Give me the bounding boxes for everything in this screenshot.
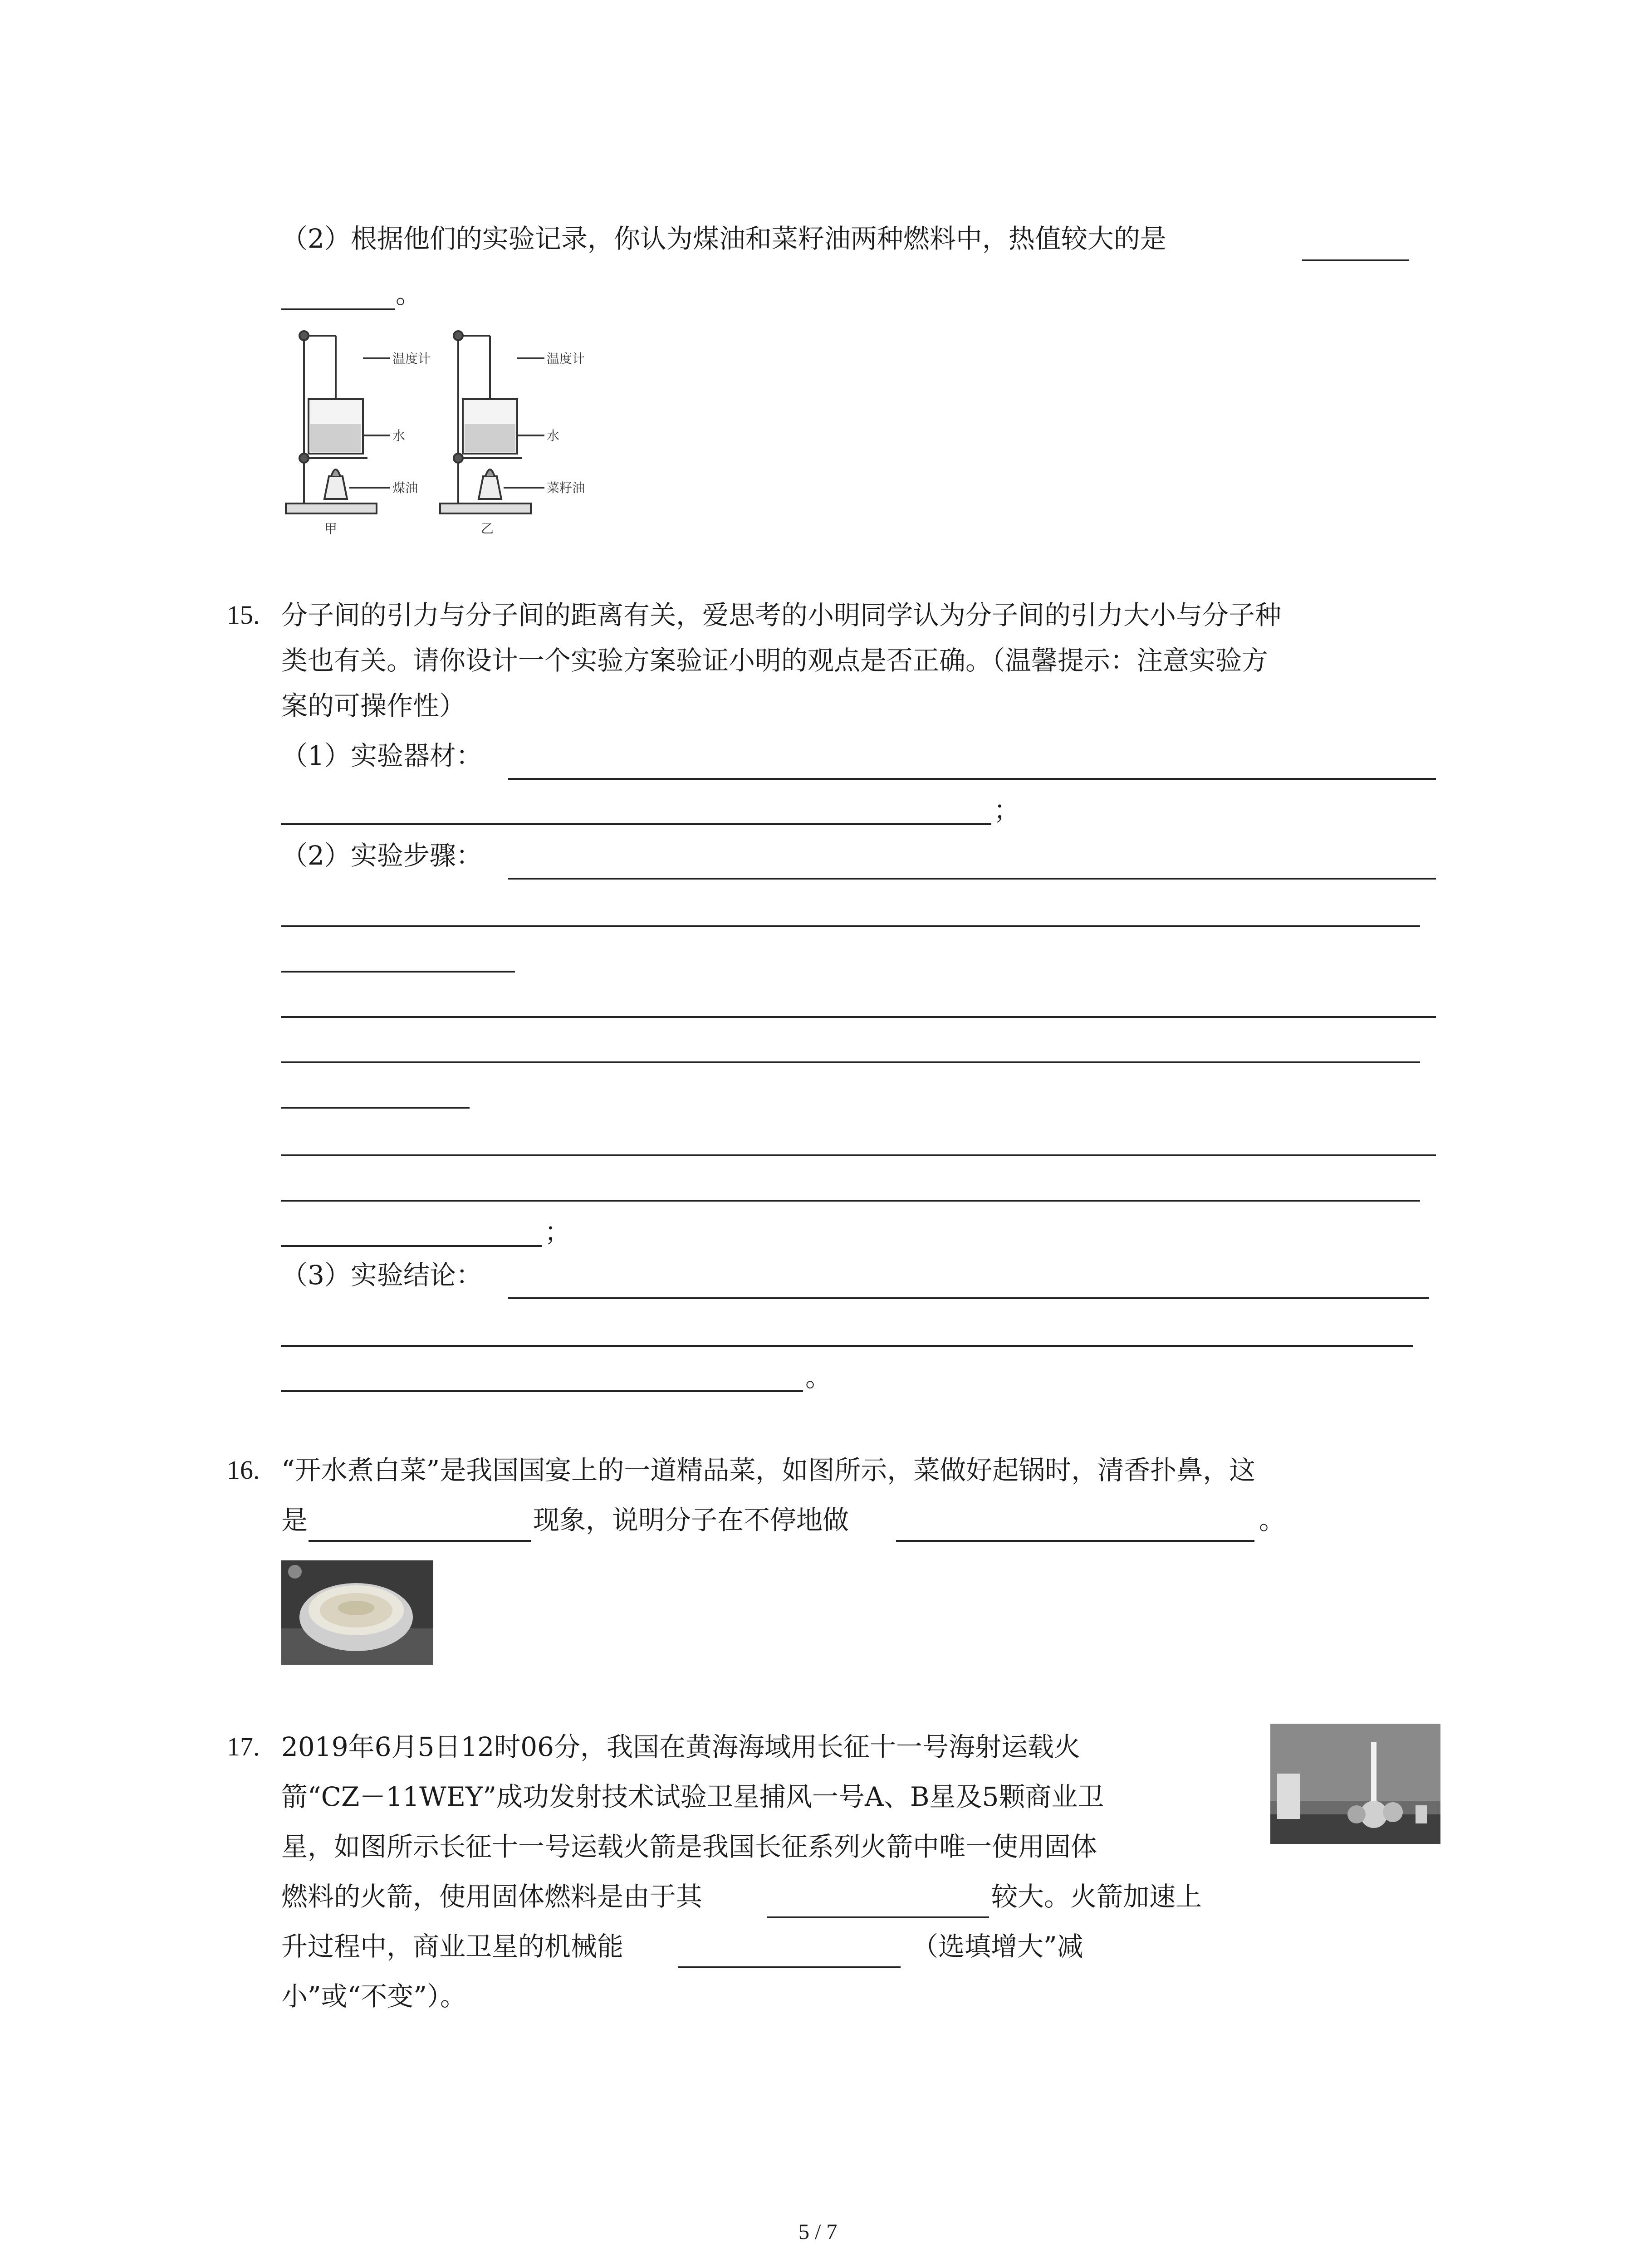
q17-line5a: 升过程中，商业卫星的机械能: [281, 1931, 624, 1962]
q16-line1: “开水煮白菜”是我国国宴上的一道精品菜，如图所示，菜做好起锅时，清香扑鼻，这: [281, 1455, 1256, 1486]
q14-answer-blank[interactable]: [1302, 259, 1409, 261]
q15-part1-label: （1）实验器材：: [281, 740, 482, 771]
q17-line2: 箭“CZ－11WEY”成功发射技术试验卫星捕风一号A、B星及5颗商业卫: [281, 1781, 1104, 1812]
q15-line1: 分子间的引力与分子间的距离有关，爱思考的小明同学认为分子间的引力大小与分子种: [281, 600, 1282, 631]
q16-line2a: 是: [281, 1505, 308, 1535]
apparatus-figure: [277, 313, 603, 540]
q15-materials-blank-cont[interactable]: [281, 823, 991, 825]
caption-a: 甲: [324, 521, 338, 536]
label-water-a: 水: [392, 428, 406, 443]
q14-part2-text: （2）根据他们的实验记录，你认为煤油和菜籽油两种燃料中，热值较大的是: [281, 223, 1166, 254]
q15-conclusion-end: 。: [805, 1362, 832, 1393]
q16-line2b: 现象，说明分子在不停地做: [533, 1505, 849, 1535]
q17-blank-mechanical-energy[interactable]: [678, 1966, 901, 1968]
q15-steps-blank-7[interactable]: [281, 1154, 1436, 1156]
page-number: 5 / 7: [798, 2220, 838, 2244]
q17-line3: 星，如图所示长征十一号运载火箭是我国长征系列火箭中唯一使用固体: [281, 1831, 1097, 1862]
label-thermometer-a: 温度计: [392, 351, 431, 366]
q15-line2: 类也有关。请你设计一个实验方案验证小明的观点是否正确。（温馨提示：注意实验方: [281, 645, 1269, 676]
q15-steps-blank-1[interactable]: [508, 878, 1436, 880]
q16-number: 16.: [227, 1455, 260, 1485]
q14-answer-blank-cont[interactable]: [281, 308, 395, 310]
q15-steps-blank-2[interactable]: [281, 925, 1420, 927]
q16-line2c: 。: [1259, 1505, 1286, 1535]
q15-conclusion-blank-2[interactable]: [281, 1345, 1413, 1347]
q17-line1: 2019年6月5日12时06分，我国在黄海海域用长征十一号海射运载火: [281, 1731, 1081, 1762]
q17-line4a: 燃料的火箭，使用固体燃料是由于其: [281, 1881, 703, 1912]
apparatus-a: [286, 331, 390, 513]
q15-number: 15.: [227, 600, 260, 630]
q15-steps-blank-4[interactable]: [281, 1016, 1436, 1018]
rocket-launch-photo: [1270, 1724, 1440, 1844]
q15-conclusion-blank-1[interactable]: [508, 1297, 1429, 1299]
q15-steps-blank-6[interactable]: [281, 1107, 470, 1109]
q17-number: 17.: [227, 1732, 260, 1761]
apparatus-b: [440, 331, 544, 513]
q15-materials-end: ；: [994, 795, 1020, 826]
label-thermometer-b: 温度计: [547, 351, 585, 366]
caption-b: 乙: [481, 521, 494, 536]
label-fuel-b: 菜籽油: [547, 480, 585, 495]
q15-materials-blank[interactable]: [508, 778, 1436, 780]
q15-steps-blank-8[interactable]: [281, 1200, 1420, 1202]
q15-steps-blank-9[interactable]: [281, 1245, 542, 1247]
q15-conclusion-blank-3[interactable]: [281, 1390, 803, 1392]
q15-steps-blank-5[interactable]: [281, 1061, 1420, 1063]
label-water-b: 水: [547, 428, 560, 443]
q14-part2-end: 。: [396, 279, 422, 309]
label-fuel-a: 煤油: [392, 480, 418, 495]
q15-part3-label: （3）实验结论：: [281, 1260, 482, 1290]
q17-line4b: 较大。火箭加速上: [991, 1881, 1202, 1912]
q16-blank-motion[interactable]: [896, 1540, 1254, 1542]
q15-steps-blank-3[interactable]: [281, 971, 515, 973]
q17-blank-property[interactable]: [767, 1916, 989, 1918]
q17-line5b: （选填增大”减: [912, 1931, 1083, 1962]
q15-part2-label: （2）实验步骤：: [281, 840, 482, 871]
q16-blank-phenomenon[interactable]: [309, 1540, 531, 1542]
q15-line3: 案的可操作性）: [281, 690, 466, 721]
q17-line6: 小”或“不变”）。: [281, 1981, 466, 2012]
q15-steps-end: ；: [544, 1217, 571, 1247]
cabbage-soup-photo: [281, 1560, 433, 1665]
